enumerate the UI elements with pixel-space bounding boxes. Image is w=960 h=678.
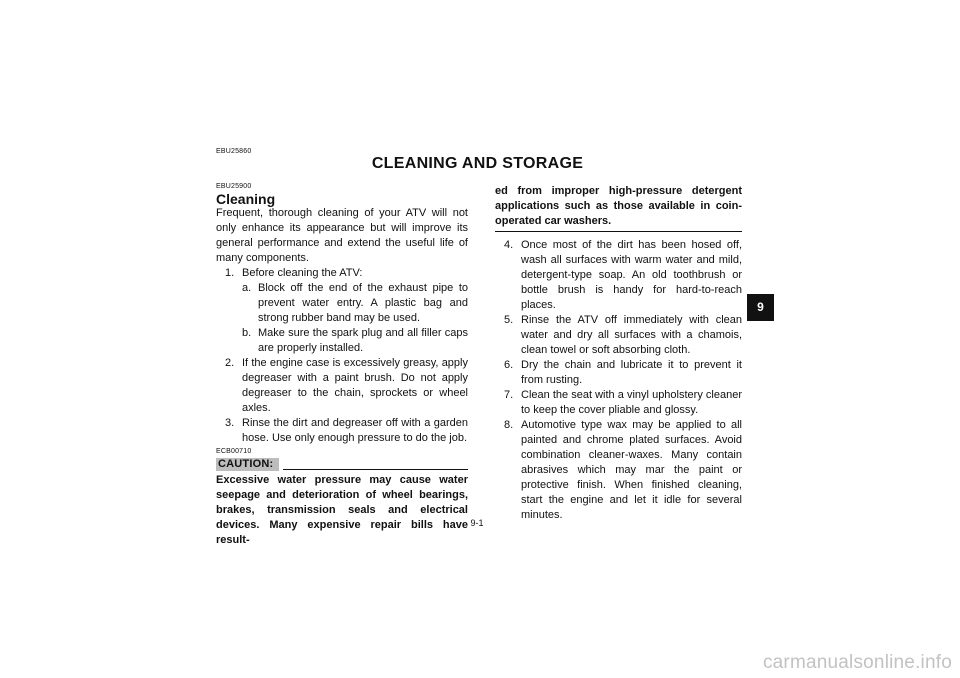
page-title: CLEANING AND STORAGE — [371, 155, 584, 172]
step-item — [216, 266, 468, 281]
step-number: 8. — [504, 419, 514, 431]
step-number: 1. — [225, 267, 235, 279]
caution-rule — [283, 469, 468, 470]
step-text: Before cleaning the ATV: — [242, 267, 363, 279]
watermark: carmanualsonline.info — [762, 652, 952, 673]
caution-code: ECB00710 — [216, 448, 252, 455]
step-number: 2. — [225, 357, 235, 369]
step-number: 7. — [504, 389, 514, 401]
step-text: Rinse the dirt and degreaser off with a garden hose. Use only enough pressure to do the job. — [242, 417, 468, 444]
caution-text-continued: ed from improper high-pressure detergent applications such as those available in coin-operated car washers. — [495, 185, 742, 227]
substep-letter: b. — [242, 327, 252, 339]
caution-header — [216, 456, 468, 471]
caution-label: CAUTION: — [216, 458, 279, 471]
step-item — [216, 416, 468, 446]
step-item — [495, 358, 742, 388]
section-code: EBU25860 — [216, 148, 252, 155]
step-item — [495, 313, 742, 358]
left-column — [216, 206, 468, 548]
step-text: Clean the seat with a vinyl upholstery cleaner to keep the cover pliable and glossy. — [521, 389, 742, 416]
page-number: 9-1 — [470, 518, 484, 528]
substep-text: Block off the end of the exhaust pipe to prevent water entry. A plastic bag and strong rubber band may be used. — [258, 282, 468, 324]
step-text: Automotive type wax may be applied to all painted and chrome plated surfaces. Avoid combination cleaner-waxes. Many contain abrasives which may mar the paint or protective finish. When finished cleaning, start the engine and let it idle for several minutes. — [521, 419, 742, 521]
step-item — [216, 356, 468, 416]
section-heading: Cleaning — [216, 191, 276, 207]
substep-text: Make sure the spark plug and all filler caps are properly installed. — [258, 327, 468, 354]
caution-text: Excessive water pressure may cause water seepage and deterioration of wheel bearings, brakes, transmission seals and electrical devices. Many expensive repair bills have result- — [216, 474, 468, 546]
intro-paragraph: Frequent, thorough cleaning of your ATV will not only enhance its appearance but will improve its general performance and extend the useful life of many components. — [216, 207, 468, 264]
step-text: Once most of the dirt has been hosed off, wash all surfaces with warm water and mild, detergent-type soap. An old toothbrush or bottle brush is handy for hard-to-reach places. — [521, 239, 742, 311]
step-item — [495, 388, 742, 418]
step-number: 6. — [504, 359, 514, 371]
step-text: Rinse the ATV off immediately with clean water and dry all surfaces with a chamois, clean towel or soft absorbing cloth. — [521, 314, 742, 356]
substep-item — [216, 281, 468, 326]
step-number: 4. — [504, 239, 514, 251]
step-text: If the engine case is excessively greasy, apply degreaser with a paint brush. Do not apply degreaser to the chain, sprockets or wheel axles. — [242, 357, 468, 414]
step-item — [495, 238, 742, 313]
substep-item — [216, 326, 468, 356]
step-item — [495, 418, 742, 523]
step-number: 3. — [225, 417, 235, 429]
substep-letter: a. — [242, 282, 252, 294]
subsection-code: EBU25900 — [216, 183, 252, 190]
step-text: Dry the chain and lubricate it to prevent it from rusting. — [521, 359, 742, 386]
step-number: 5. — [504, 314, 514, 326]
right-column — [495, 184, 742, 523]
caution-end-rule — [495, 231, 742, 232]
chapter-tab: 9 — [747, 294, 774, 321]
